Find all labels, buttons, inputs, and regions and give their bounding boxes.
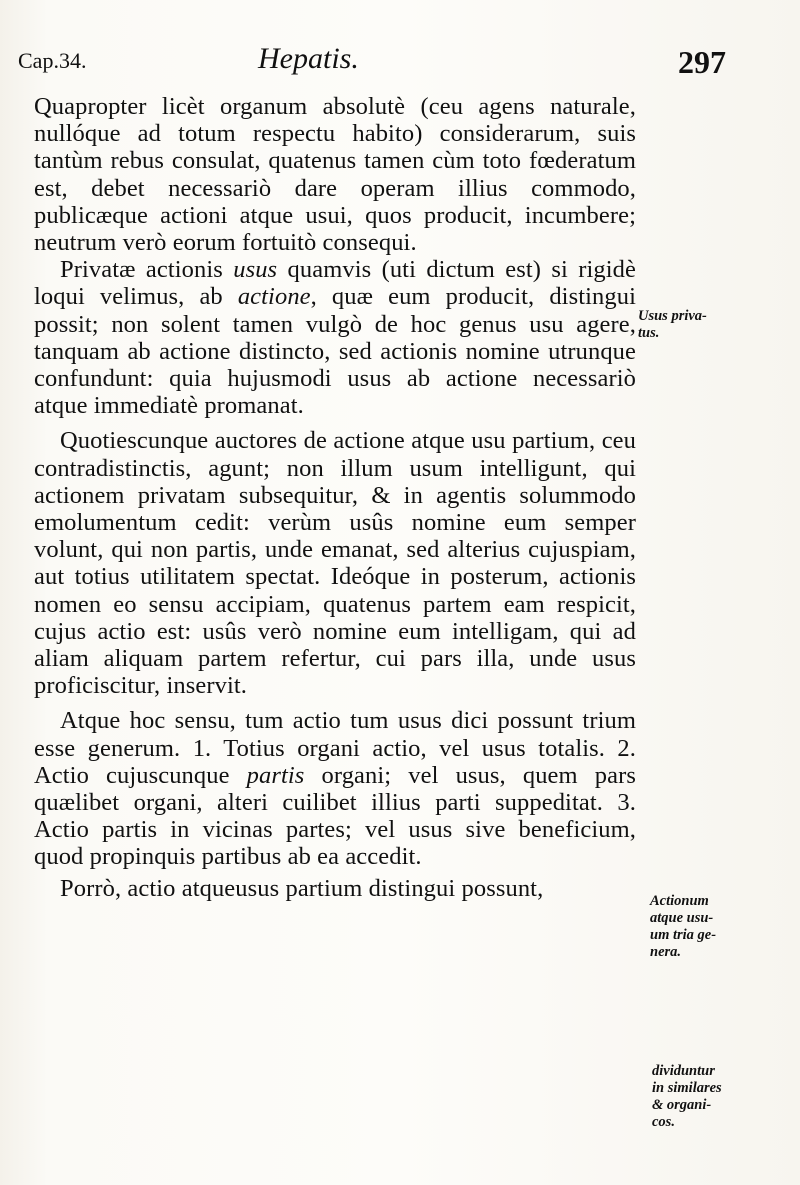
paragraph-2-italic-usus: usus <box>233 256 278 284</box>
margin-note-line: Actionum <box>650 893 709 909</box>
margin-note-line: dividuntur <box>652 1063 715 1079</box>
paragraph-4-text-a: Atque hoc sensu, tum actio tum usus dici possunt trium esse generum. 1. Totius organi actio, vel usus totalis. 2. Actio cujuscunque <box>34 707 636 789</box>
margin-note-tria-genera <box>650 893 716 961</box>
running-title: Hepatis. <box>258 42 359 75</box>
paragraph-4 <box>34 707 636 870</box>
margin-note-line: in similares <box>652 1080 722 1096</box>
chapter-label: Cap.34. <box>18 48 87 73</box>
paragraph-2-text-c: , quæ eum producit, distingui possit; non solent tamen vulgò de hoc genus usu agere, tanquam ab actione distincto, sed actionis nomine utrunque confundunt: quia hujusmodi usus ab actione necessariò atque immediatè promanat. <box>34 283 636 420</box>
margin-note-line: Usus priva- <box>638 308 707 324</box>
paragraph-5: Porrò, actio atqueusus partium distingui possunt, <box>60 874 544 902</box>
paragraph-4-italic-partis: partis <box>246 761 305 789</box>
paragraph-2-text-a: Privatæ actionis <box>60 256 234 284</box>
paragraph-2-text-b: quamvis (uti dictum est) si rigidè loqui velimus, ab <box>34 256 636 311</box>
paragraph-1: Quapropter licèt organum absolutè (ceu agens naturale, nullóque ad totum respectu habito) considerarum, suis tantùm rebus consulat, quatenus tamen cùm toto fœderatum est, debet necessariò dare operam illius commodo, publicæque actioni atque usui, quos producit, incumbere; neutrum verò eorum fortuitò consequi. <box>34 93 636 257</box>
main-text <box>34 93 636 902</box>
margin-note-line: atque usu- <box>650 910 714 926</box>
margin-note-line: nera. <box>650 944 682 960</box>
margin-note-line: um tria ge- <box>650 927 717 943</box>
paragraph-2-italic-actione: actione <box>237 283 311 311</box>
margin-note-dividuntur <box>652 1063 722 1131</box>
margin-note-line: & organi- <box>652 1097 712 1113</box>
running-header <box>0 40 800 90</box>
margin-note-usus-privatus <box>638 308 707 342</box>
paragraph-4-text-b: organi; vel usus, quem pars quælibet organi, alteri cuilibet illius parti suppeditat. 3. Actio partis in vicinas partes; vel usus sive beneficium, quod propinquis partibus ab ea accedit. <box>34 761 636 871</box>
margin-note-line: tus. <box>638 325 660 341</box>
paragraph-3: Quotiescunque auctores de actione atque usu partium, ceu contradistinctis, agunt; non illum usum intelligunt, qui actionem privatam subsequitur, & in agentis solummodo emolumentum cedit: verùm usûs nomine eum semper volunt, qui non partis, unde emanat, sed alterius cujuspiam, aut totius utilitatem spectat. Ideóque in posterum, actionis nomen eo sensu accipiam, quatenus partem eam respicit, cujus actio est: usûs verò nomine eum intelligam, qui ad aliam aliquam partem refertur, cui pars illa, unde usus proficiscitur, inservit. <box>34 427 636 700</box>
margin-note-line: cos. <box>652 1114 675 1130</box>
page-number: 297 <box>678 44 726 80</box>
paragraph-2 <box>34 256 636 419</box>
